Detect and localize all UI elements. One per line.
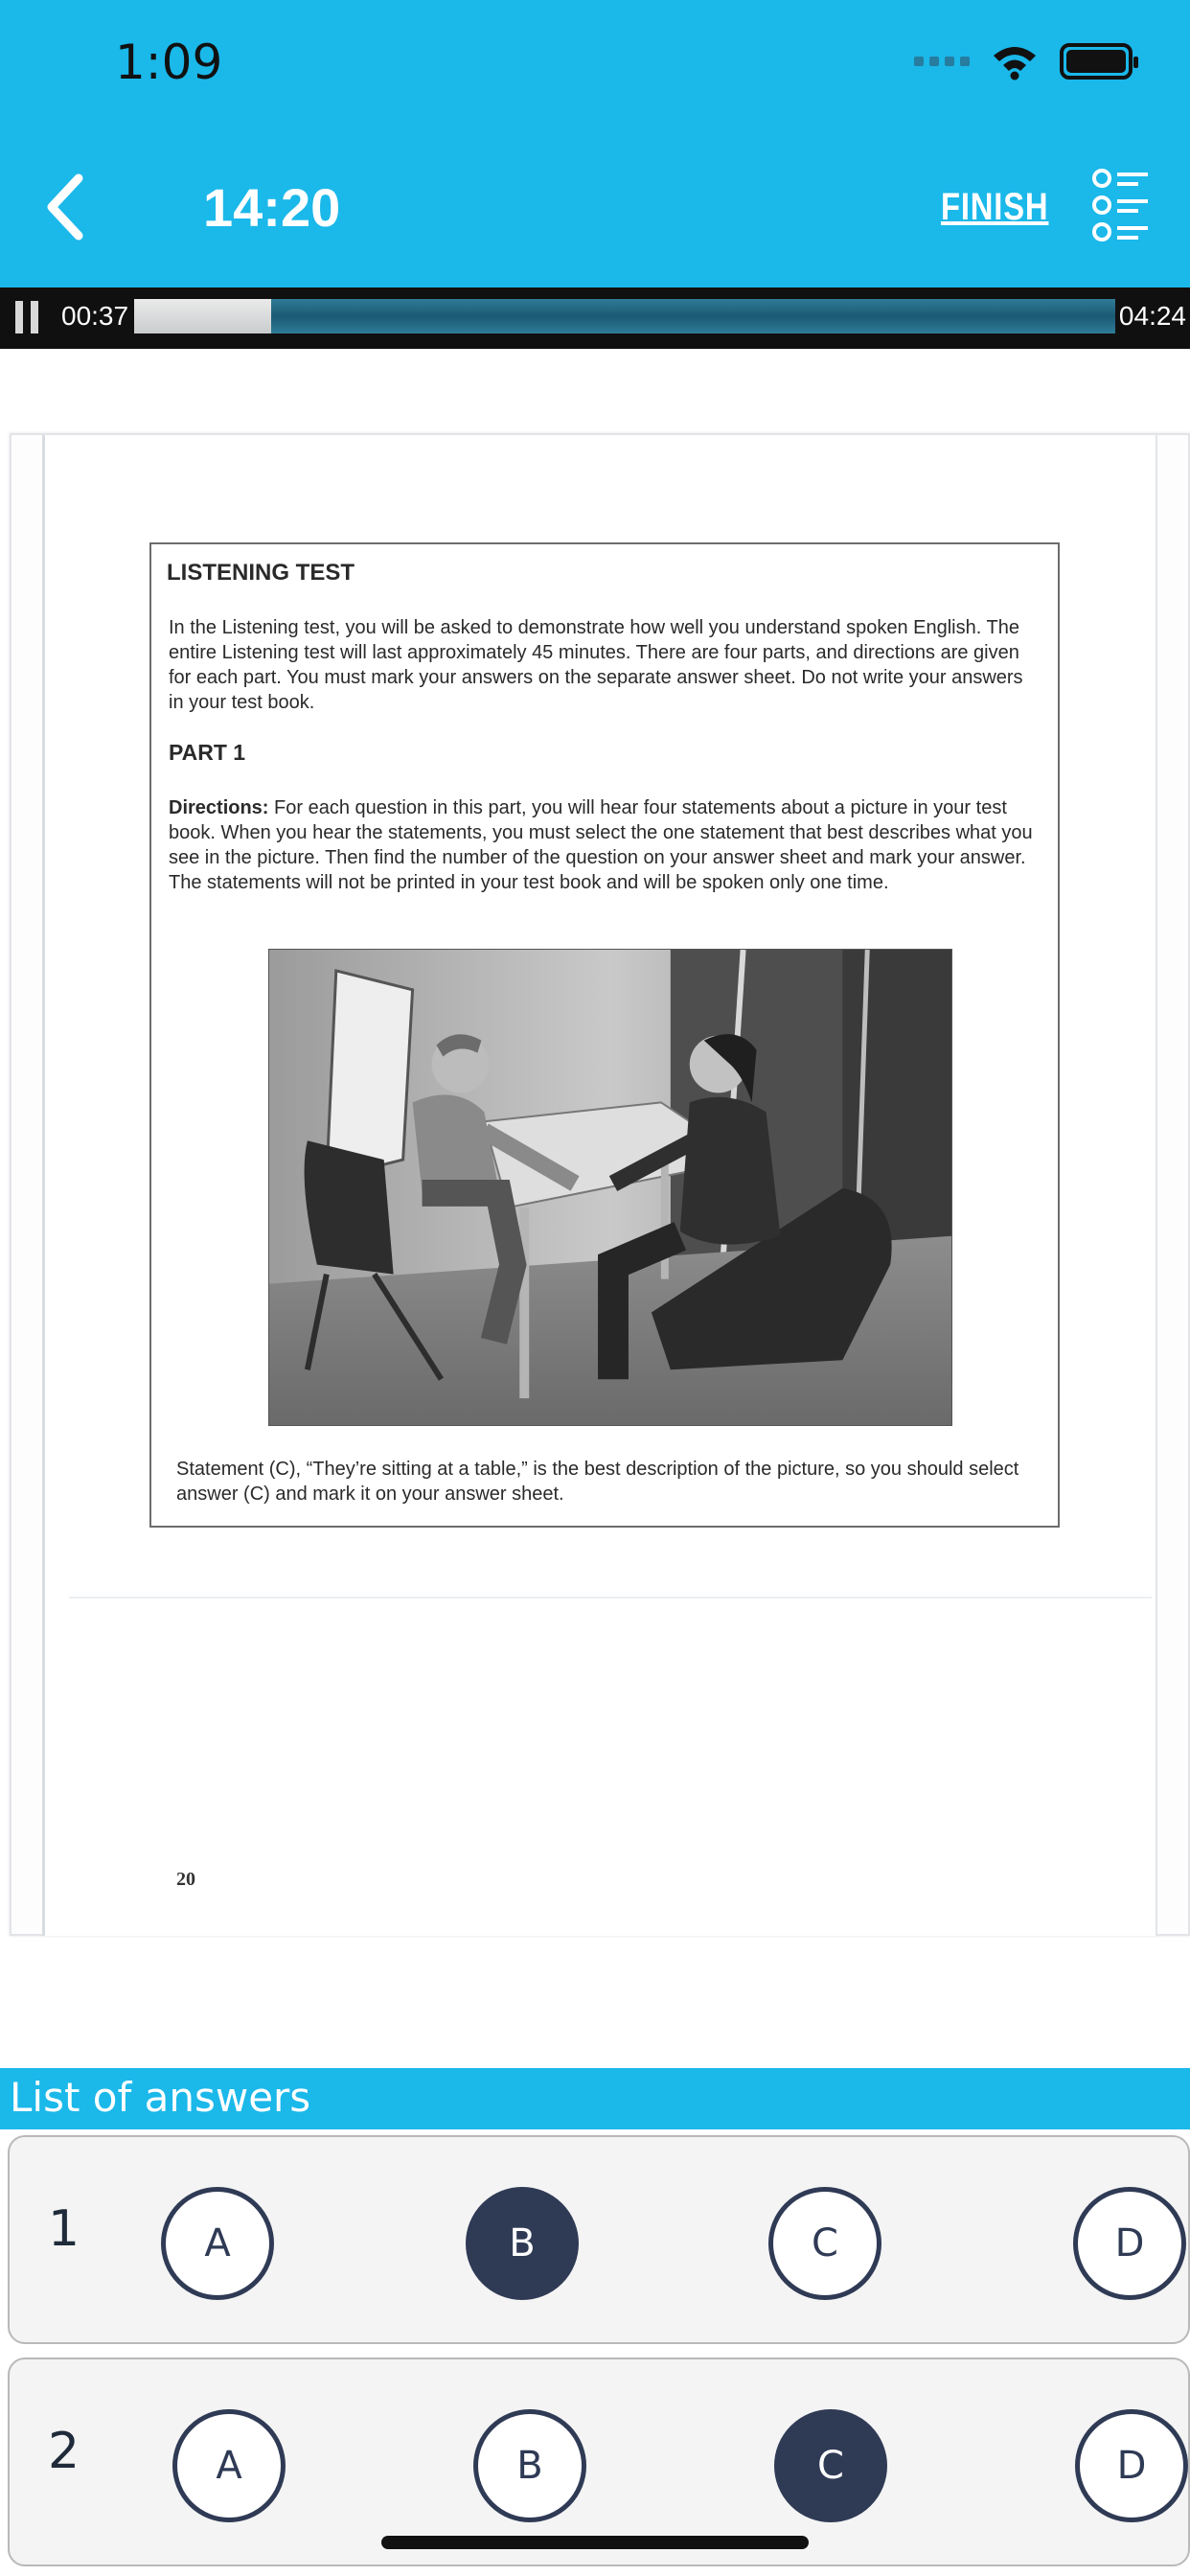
finish-button[interactable]: FINISH xyxy=(941,186,1049,228)
wifi-icon xyxy=(991,42,1039,80)
battery-icon xyxy=(1060,43,1133,80)
option-a-q2[interactable]: A xyxy=(172,2409,286,2522)
answers-header xyxy=(0,2068,1190,2129)
signal-icon xyxy=(914,57,970,66)
audio-total-time: 04:24 xyxy=(1118,301,1186,331)
status-icons xyxy=(914,42,1133,80)
option-b-q2[interactable]: B xyxy=(473,2409,586,2522)
option-d-q1[interactable]: D xyxy=(1073,2187,1186,2300)
answer-row-1 xyxy=(8,2135,1190,2344)
page-number: 20 xyxy=(176,1869,195,1890)
pause-icon[interactable] xyxy=(15,301,40,334)
audio-progress-track[interactable] xyxy=(134,299,1115,334)
test-timer: 14:20 xyxy=(203,177,341,238)
audio-current-time: 00:37 xyxy=(61,301,129,331)
audio-progress-fill xyxy=(134,299,271,334)
document-title: LISTENING TEST xyxy=(167,560,355,586)
option-a-q1[interactable]: A xyxy=(161,2187,274,2300)
status-time: 1:09 xyxy=(115,34,223,90)
page-fold-line xyxy=(69,1597,1152,1598)
app-header xyxy=(0,0,1190,288)
home-indicator xyxy=(381,2536,809,2549)
example-caption: Statement (C), “They’re sitting at a table,” is the best description of the picture, so you should select answer (C) and mark it on your answer sheet. xyxy=(176,1459,1019,1505)
directions-text: For each question in this part, you will hear four statements about a picture in your test book. When you hear the statements, you must select the one statement that best describes what you see in the picture. Then find the number of the question on your answer sheet and mark your answer. The statements will not be printed in your test book and will be spoken only one time. xyxy=(169,797,1033,893)
answers-title: List of answers xyxy=(10,2074,311,2121)
directions-paragraph xyxy=(169,795,1035,895)
question-number: 1 xyxy=(48,2200,80,2258)
audio-player xyxy=(0,288,1190,349)
office-photo xyxy=(268,949,952,1426)
directions-label: Directions: xyxy=(169,797,269,818)
option-c-q1[interactable]: C xyxy=(768,2187,881,2300)
list-icon[interactable] xyxy=(1090,169,1150,242)
option-c-q2[interactable]: C xyxy=(774,2409,887,2522)
intro-paragraph: In the Listening test, you will be asked to demonstrate how well you understand spoken English. The entire Listening test will last approximately 45 minutes. There are four parts, and directions are given for each part. You must mark your answers on the separate answer sheet. Do not write your answers in your test book. xyxy=(169,617,1023,713)
back-icon[interactable] xyxy=(36,169,94,245)
option-b-q1[interactable]: B xyxy=(466,2187,579,2300)
option-d-q2[interactable]: D xyxy=(1075,2409,1188,2522)
part-heading: PART 1 xyxy=(169,740,246,765)
question-number: 2 xyxy=(48,2423,80,2480)
